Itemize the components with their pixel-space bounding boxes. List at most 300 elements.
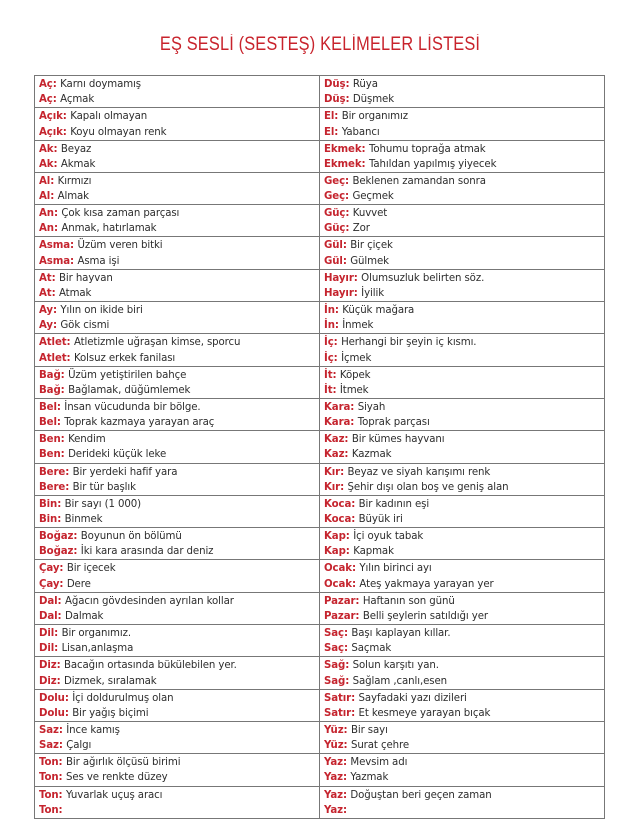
colon-separator: : [66, 352, 74, 364]
table-cell [320, 787, 605, 819]
word-entry [39, 335, 319, 350]
colon-separator: : [333, 337, 342, 349]
homonym-word: Yüz [324, 724, 344, 736]
colon-separator: : [340, 481, 348, 493]
meaning-text: Ağacın gövdesinden ayrılan kollar [64, 595, 234, 607]
meaning-text: Toprak parçası [357, 417, 430, 429]
colon-separator: : [52, 79, 61, 90]
homonym-word: El [324, 126, 335, 138]
colon-separator: : [351, 563, 360, 575]
meaning-text: Gülmek [350, 255, 389, 267]
colon-separator: : [361, 143, 369, 155]
meaning-text: Bir içecek [66, 563, 116, 575]
homonym-word: Aç [39, 94, 53, 106]
colon-separator: : [58, 724, 67, 736]
colon-separator: : [342, 804, 347, 816]
table-cell [35, 173, 320, 205]
colon-separator: : [351, 692, 359, 704]
word-entry [324, 303, 604, 318]
colon-separator: : [56, 675, 64, 687]
meaning-text: Çok kısa zaman parçası [61, 208, 180, 220]
homonym-word: Asma [39, 255, 71, 267]
table-cell [35, 657, 320, 689]
meaning-text: Beklenen zamandan sonra [352, 175, 486, 187]
homonym-word: Dolu [39, 692, 65, 704]
colon-separator: : [57, 610, 65, 622]
homonym-word: At [39, 287, 52, 299]
homonym-word: Ak [39, 158, 54, 170]
meaning-text: Açmak [60, 94, 95, 106]
homonym-word: Açık [39, 126, 63, 138]
colon-separator: : [60, 384, 69, 396]
word-entry [39, 497, 319, 512]
meaning-text: Herhangi bir şeyin iç kısmı. [341, 337, 477, 349]
homonym-table [34, 75, 605, 819]
word-entry [39, 609, 319, 624]
word-entry [324, 658, 604, 673]
homonym-word: Ton [39, 789, 59, 801]
homonym-word: Sağ [324, 675, 346, 687]
homonym-word: Dil [39, 643, 55, 655]
meaning-text: Karnı doymamış [60, 79, 141, 90]
word-entry [39, 755, 319, 770]
table-cell [320, 334, 605, 366]
colon-separator: : [343, 643, 352, 655]
meaning-text: İki kara arasında dar deniz [80, 546, 214, 558]
word-entry [324, 271, 604, 286]
colon-separator: : [353, 272, 362, 284]
colon-separator: : [51, 287, 59, 299]
homonym-word: Kaz [324, 449, 345, 461]
meaning-text: Çalgı [66, 740, 92, 752]
homonym-word: Dolu [39, 707, 65, 719]
homonym-word: Ton [39, 757, 59, 769]
table-cell [35, 690, 320, 722]
colon-separator: : [53, 143, 61, 155]
homonym-word: Güç [324, 208, 346, 220]
meaning-text: Kazmak [351, 449, 392, 461]
word-entry [324, 125, 604, 140]
colon-separator: : [52, 320, 61, 332]
meaning-text: Bir tür başlık [72, 481, 136, 493]
table-cell [320, 722, 605, 754]
homonym-word: Düş [324, 94, 346, 106]
word-entry [39, 383, 319, 398]
word-entry [39, 271, 319, 286]
table-cell [320, 560, 605, 592]
homonym-word: Kır [324, 481, 341, 493]
colon-separator: : [351, 578, 360, 590]
meaning-text: İçmek [341, 352, 372, 364]
homonym-word: Kara [324, 401, 351, 413]
colon-separator: : [64, 707, 73, 719]
word-entry [324, 594, 604, 609]
table-cell [320, 76, 605, 108]
meaning-text: Sağlam ,canlı,esen [352, 675, 447, 687]
word-entry [324, 157, 604, 172]
homonym-word: Ton [39, 804, 59, 816]
colon-separator: : [51, 272, 59, 284]
table-cell [35, 625, 320, 657]
colon-separator: : [343, 628, 352, 640]
meaning-text: Derideki küçük leke [68, 449, 167, 461]
colon-separator: : [342, 789, 351, 801]
meaning-text: Dizmek, sıralamak [64, 675, 157, 687]
colon-separator: : [73, 546, 81, 558]
colon-separator: : [342, 255, 351, 267]
colon-separator: : [58, 772, 66, 784]
colon-separator: : [52, 305, 61, 317]
table-cell [35, 787, 320, 819]
meaning-text: Olumsuzluk belirten söz. [361, 272, 485, 284]
meaning-text: Doğuştan beri geçen zaman [350, 789, 492, 801]
word-entry [39, 254, 319, 269]
table-cell [35, 528, 320, 560]
colon-separator: : [332, 384, 340, 396]
homonym-word: İç [324, 352, 334, 364]
meaning-text: Yuvarlak uçuş aracı [65, 789, 163, 801]
table-cell [35, 205, 320, 237]
word-entry [324, 286, 604, 301]
meaning-text: Başı kaplayan kıllar. [351, 628, 451, 640]
meaning-text: İnce kamış [66, 724, 120, 736]
homonym-word: Açık [39, 111, 63, 123]
homonym-word: Ocak [324, 578, 352, 590]
homonym-word: Satır [324, 692, 352, 704]
table-cell [320, 464, 605, 496]
word-entry [39, 400, 319, 415]
homonym-word: İn [324, 320, 335, 332]
homonym-word: Atlet [39, 352, 67, 364]
colon-separator: : [334, 320, 343, 332]
meaning-text: Üzüm veren bitki [77, 240, 163, 252]
meaning-text: Bir kümes hayvanı [351, 434, 445, 446]
homonym-word: Diz [39, 660, 57, 672]
table-cell [35, 560, 320, 592]
word-entry [39, 109, 319, 124]
table-cell [320, 690, 605, 722]
meaning-text: Anmak, hatırlamak [61, 223, 157, 235]
word-entry [324, 497, 604, 512]
colon-separator: : [50, 191, 58, 203]
colon-separator: : [345, 94, 353, 106]
homonym-word: Saz [39, 740, 59, 752]
meaning-text: Gök cismi [60, 320, 110, 332]
homonym-word: Atlet [39, 337, 67, 349]
meaning-text: İnmek [342, 320, 374, 332]
table-cell [35, 754, 320, 786]
word-entry [39, 351, 319, 366]
meaning-text: Solun karşıtı yan. [352, 660, 439, 672]
table-cell [35, 108, 320, 140]
word-entry [324, 238, 604, 253]
homonym-word: Yaz [324, 772, 343, 784]
homonym-word: Boğaz [39, 546, 74, 558]
word-entry [39, 303, 319, 318]
homonym-word: İt [324, 369, 333, 381]
colon-separator: : [60, 434, 69, 446]
table-cell [320, 302, 605, 334]
homonym-word: Ton [39, 772, 59, 784]
meaning-text: Dalmak [64, 610, 104, 622]
colon-separator: : [345, 79, 353, 90]
homonym-word: El [324, 111, 335, 123]
meaning-text: Yazmak [350, 772, 389, 784]
colon-separator: : [66, 337, 74, 349]
colon-separator: : [58, 740, 67, 752]
word-entry [39, 691, 319, 706]
word-entry [39, 529, 319, 544]
homonym-word: Ak [39, 143, 54, 155]
homonym-word: Boğaz [39, 531, 74, 543]
meaning-text: Büyük iri [358, 514, 403, 526]
homonym-word: Saç [324, 643, 344, 655]
word-entry [39, 189, 319, 204]
word-entry [39, 480, 319, 495]
meaning-text: Rüya [352, 79, 378, 90]
meaning-text: Şehir dışı olan boş ve geniş alan [347, 481, 509, 493]
word-entry [324, 691, 604, 706]
word-entry [39, 512, 319, 527]
homonym-word: Diz [39, 675, 57, 687]
homonym-word: Satır [324, 707, 352, 719]
homonym-word: Ekmek [324, 143, 362, 155]
homonym-word: An [39, 208, 54, 220]
homonym-word: Güç [324, 223, 346, 235]
meaning-text: İtmek [339, 384, 369, 396]
meaning-text: Mevsim adı [350, 757, 408, 769]
homonym-word: Bel [39, 417, 57, 429]
colon-separator: : [351, 498, 359, 510]
word-entry [324, 529, 604, 544]
meaning-text: Bir yerdeki hafif yara [72, 466, 178, 478]
table-cell [35, 302, 320, 334]
colon-separator: : [343, 724, 351, 736]
meaning-text: Kırmızı [57, 175, 92, 187]
word-entry [324, 189, 604, 204]
homonym-word: Çay [39, 563, 60, 575]
meaning-text: Bağlamak, düğümlemek [68, 384, 191, 396]
colon-separator: : [65, 466, 73, 478]
table-cell [320, 399, 605, 431]
word-entry [324, 318, 604, 333]
word-entry [324, 368, 604, 383]
word-entry [324, 109, 604, 124]
colon-separator: : [60, 449, 69, 461]
table-cell [320, 141, 605, 173]
colon-separator: : [333, 352, 342, 364]
meaning-text: Dere [66, 578, 91, 590]
homonym-word: Dal [39, 595, 58, 607]
meaning-text: Zor [352, 223, 370, 235]
meaning-text: Beyaz [60, 143, 92, 155]
word-entry [39, 577, 319, 592]
word-entry [39, 626, 319, 641]
meaning-text: Belli şeylerin satıldığı yer [362, 610, 488, 622]
colon-separator: : [62, 126, 71, 138]
homonym-word: Yaz [324, 804, 343, 816]
meaning-text: Kolsuz erkek fanilası [73, 352, 176, 364]
table-cell [320, 237, 605, 269]
homonym-word: Yüz [324, 740, 344, 752]
homonym-word: Koca [324, 514, 352, 526]
word-entry [39, 415, 319, 430]
table-cell [35, 76, 320, 108]
meaning-text: Atmak [58, 287, 92, 299]
word-entry [39, 561, 319, 576]
homonym-word: Saz [39, 724, 59, 736]
word-entry [39, 318, 319, 333]
word-entry [39, 174, 319, 189]
homonym-word: Al [39, 191, 51, 203]
meaning-text: Küçük mağara [342, 305, 415, 317]
meaning-text: Et kesmeye yarayan bıçak [358, 707, 491, 719]
table-cell [35, 237, 320, 269]
word-entry [324, 221, 604, 236]
meaning-text: Akmak [60, 158, 96, 170]
word-entry [324, 512, 604, 527]
table-cell [35, 399, 320, 431]
table-cell [320, 108, 605, 140]
word-entry [39, 157, 319, 172]
word-entry [324, 400, 604, 415]
homonym-word: Geç [324, 191, 346, 203]
colon-separator: : [57, 514, 65, 526]
word-entry [39, 674, 319, 689]
table-cell [320, 657, 605, 689]
colon-separator: : [345, 675, 353, 687]
table-cell [35, 270, 320, 302]
homonym-word: Bin [39, 514, 58, 526]
colon-separator: : [70, 240, 78, 252]
word-entry [39, 432, 319, 447]
word-entry [39, 447, 319, 462]
homonym-word: İn [324, 305, 335, 317]
meaning-text: Beyaz ve siyah karışımı renk [347, 466, 491, 478]
homonym-word: Al [39, 175, 51, 187]
word-entry [324, 561, 604, 576]
word-entry [324, 706, 604, 721]
homonym-word: Geç [324, 175, 346, 187]
meaning-text: Kuvvet [352, 208, 388, 220]
word-entry [324, 480, 604, 495]
colon-separator: : [340, 466, 348, 478]
meaning-text: Tohumu toprağa atmak [368, 143, 486, 155]
table-cell [320, 625, 605, 657]
colon-separator: : [56, 401, 65, 413]
homonym-word: Ben [39, 449, 61, 461]
table-cell [320, 270, 605, 302]
colon-separator: : [58, 789, 66, 801]
meaning-text: Kapalı olmayan [70, 111, 148, 123]
colon-separator: : [58, 757, 66, 769]
table-cell [320, 205, 605, 237]
word-entry [324, 723, 604, 738]
colon-separator: : [59, 578, 67, 590]
word-entry [324, 788, 604, 803]
word-entry [39, 92, 319, 107]
homonym-word: Yaz [324, 757, 343, 769]
meaning-text: Yılın on ikide biri [60, 305, 143, 317]
meaning-text: İçi oyuk tabak [353, 531, 424, 543]
colon-separator: : [60, 369, 69, 381]
homonym-word: Kap [324, 546, 346, 558]
homonym-word: Ocak [324, 563, 352, 575]
word-entry [39, 658, 319, 673]
table-cell [320, 754, 605, 786]
meaning-text: Koyu olmayan renk [70, 126, 167, 138]
homonym-word: Bağ [39, 384, 61, 396]
word-entry [39, 125, 319, 140]
meaning-text: Ateş yakmaya yarayan yer [359, 578, 494, 590]
meaning-text: Boyunun ön bölümü [80, 531, 182, 543]
table-cell [35, 367, 320, 399]
meaning-text: Kendim [68, 434, 106, 446]
meaning-text: Köpek [339, 369, 371, 381]
word-entry [324, 415, 604, 430]
colon-separator: : [345, 546, 354, 558]
colon-separator: : [70, 255, 78, 267]
meaning-text: Lisan,anlaşma [61, 643, 134, 655]
meaning-text: Toprak kazmaya yarayan araç [64, 417, 215, 429]
colon-separator: : [334, 126, 342, 138]
colon-separator: : [52, 94, 61, 106]
meaning-text: Kapmak [353, 546, 394, 558]
word-entry [324, 206, 604, 221]
word-entry [324, 142, 604, 157]
word-entry [324, 544, 604, 559]
meaning-text: İnsan vücudunda bir bölge. [64, 401, 201, 413]
meaning-text: Bir çiçek [350, 240, 393, 252]
word-entry [39, 286, 319, 301]
homonym-word: Hayır [324, 272, 354, 284]
homonym-word: Bağ [39, 369, 61, 381]
homonym-word: Bere [39, 481, 66, 493]
colon-separator: : [355, 595, 363, 607]
table-cell [35, 141, 320, 173]
table-cell [320, 496, 605, 528]
word-entry [39, 206, 319, 221]
homonym-word: Kara [324, 417, 351, 429]
colon-separator: : [355, 610, 363, 622]
homonym-word: Saç [324, 628, 344, 640]
meaning-text: Bacağın ortasında bükülebilen yer. [64, 660, 237, 672]
homonym-word: Kap [324, 531, 346, 543]
meaning-text: Bir organımız. [61, 628, 131, 640]
colon-separator: : [53, 158, 61, 170]
colon-separator: : [57, 595, 65, 607]
word-entry [324, 609, 604, 624]
table-cell [35, 431, 320, 463]
meaning-text: Atletizmle uğraşan kimse, sporcu [73, 337, 241, 349]
colon-separator: : [53, 208, 62, 220]
colon-separator: : [332, 369, 340, 381]
word-entry [39, 594, 319, 609]
colon-separator: : [62, 111, 71, 123]
meaning-text: Sayfadaki yazı dizileri [358, 692, 467, 704]
meaning-text: Bir ağırlık ölçüsü birimi [65, 757, 181, 769]
colon-separator: : [56, 660, 64, 672]
colon-separator: : [334, 111, 342, 123]
word-entry [324, 755, 604, 770]
word-entry [39, 368, 319, 383]
word-entry [39, 788, 319, 803]
colon-separator: : [64, 692, 73, 704]
colon-separator: : [342, 772, 351, 784]
word-entry [39, 544, 319, 559]
colon-separator: : [58, 804, 63, 816]
word-entry [324, 674, 604, 689]
